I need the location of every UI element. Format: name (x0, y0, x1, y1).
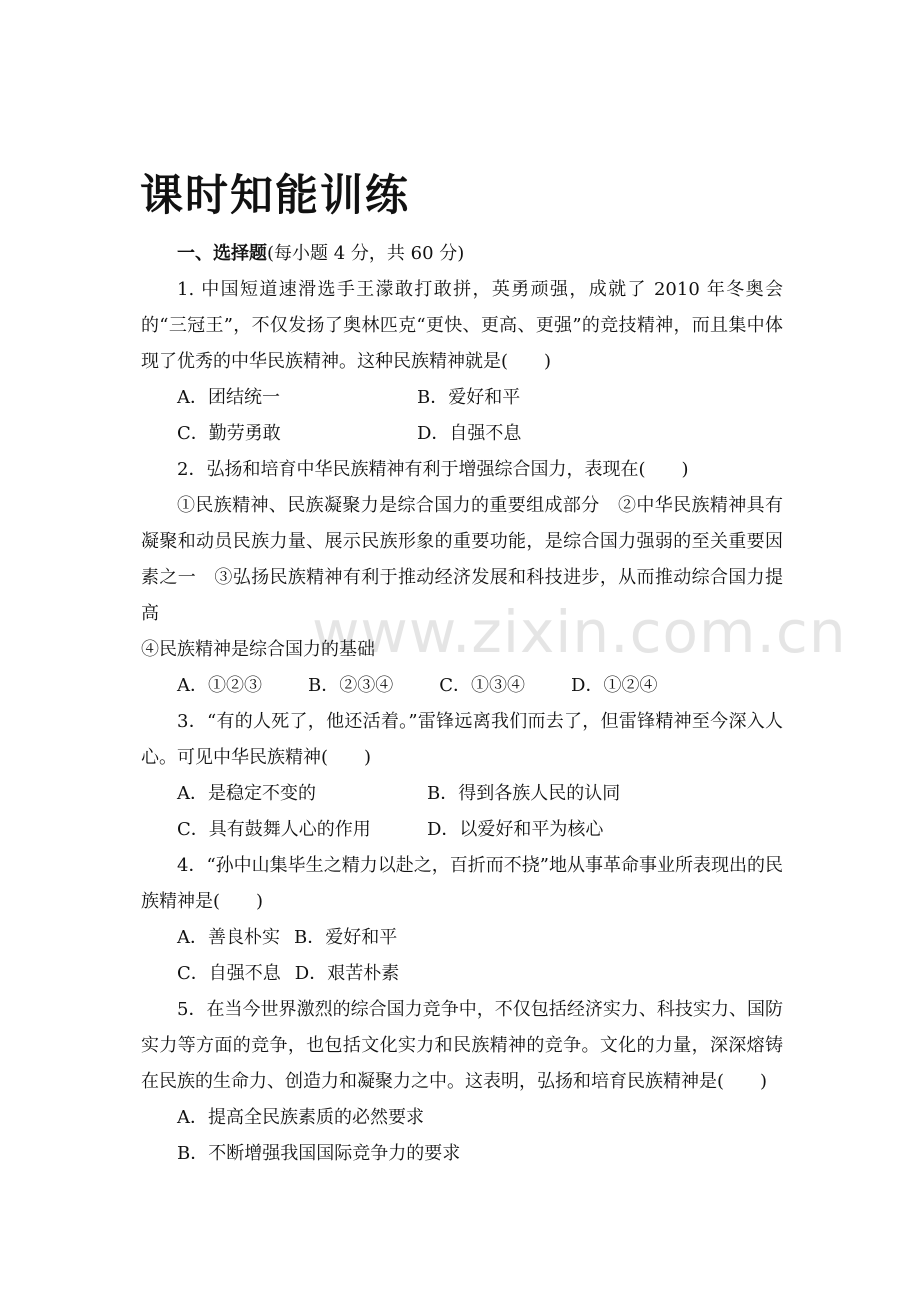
exercise-content (141, 236, 783, 1172)
question-1-option-b: B．爱好和平 (417, 387, 521, 408)
question-2-items: ①民族精神、民族凝聚力是综合国力的重要组成部分 ②中华民族精神具有凝聚和动员民族力量、展示民族形象的重要功能，是综合国力强弱的至关重要因素之一 ③弘扬民族精神有利于推动经济发展和科技进步，从而推动综合国力提高 (141, 495, 783, 624)
question-2-options-row (141, 668, 783, 704)
question-3-options-row-1 (141, 776, 783, 812)
question-3-option-d: D．以爱好和平为核心 (427, 819, 604, 840)
question-3-option-a: A．是稳定不变的 (177, 783, 316, 804)
question-1-option-a: A．团结统一 (177, 387, 280, 408)
question-3-option-c: C．具有鼓舞人心的作用 (177, 819, 371, 840)
question-4-option-d: D．艰苦朴素 (294, 963, 400, 984)
question-1-option-d: D．自强不息 (417, 423, 522, 444)
question-5-option-a: A．提高全民族素质的必然要求 (177, 1107, 424, 1128)
question-4-option-c: C．自强不息 (177, 963, 281, 984)
question-5-option-a-row (141, 1100, 783, 1136)
question-3-options-row-2 (141, 812, 783, 848)
question-4-options-row-2 (141, 956, 783, 992)
question-4-options-row-1 (141, 920, 783, 956)
question-2-stem: 2．弘扬和培育中华民族精神有利于增强综合国力，表现在( ) (177, 459, 689, 480)
question-5-option-b: B．不断增强我国国际竞争力的要求 (177, 1143, 461, 1164)
question-3-option-b: B．得到各族人民的认同 (427, 783, 621, 804)
section-heading-note: (每小题 4 分，共 60 分) (267, 243, 465, 264)
question-1-option-c: C．勤劳勇敢 (177, 423, 281, 444)
question-5-option-b-row (141, 1136, 783, 1172)
section-heading (141, 236, 783, 272)
question-2-option-b: B．②③④ (308, 675, 394, 696)
question-4-option-a: A．善良朴实 (177, 927, 280, 948)
question-2-option-c: C．①③④ (439, 675, 526, 696)
question-1-stem: 1. 中国短道速滑选手王濛敢打敢拼，英勇顽强，成就了 2010 年冬奥会的“三冠王”，不仅发扬了奥林匹克“更快、更高、更强”的竞技精神，而且集中体现了优秀的中华民族精神。这种民族精神就是( ) (141, 279, 783, 372)
question-1-options-row-1 (141, 380, 783, 416)
page-title: 课时知能训练 (140, 171, 410, 221)
question-2-option-d: D．①②④ (571, 675, 658, 696)
question-5-stem: 5．在当今世界激烈的综合国力竞争中，不仅包括经济实力、科技实力、国防实力等方面的竞争，也包括文化实力和民族精神的竞争。文化的力量，深深熔铸在民族的生命力、创造力和凝聚力之中。这表明，弘扬和培育民族精神是( ) (141, 999, 783, 1092)
watermark: www.zixin.com.cn (312, 598, 847, 666)
section-heading-label: 一、选择题 (177, 243, 267, 264)
question-4-stem: 4．“孙中山集毕生之精力以赴之，百折而不挠”地从事革命事业所表现出的民族精神是( ) (141, 855, 783, 912)
question-2-option-a: A．①②③ (177, 675, 262, 696)
question-2-item-4: ④民族精神是综合国力的基础 (141, 639, 375, 660)
question-3-stem: 3．“有的人死了，他还活着。”雷锋远离我们而去了，但雷锋精神至今深入人心。可见中华民族精神( ) (141, 711, 783, 768)
question-4-option-b: B．爱好和平 (294, 927, 398, 948)
question-1-options-row-2 (141, 416, 783, 452)
